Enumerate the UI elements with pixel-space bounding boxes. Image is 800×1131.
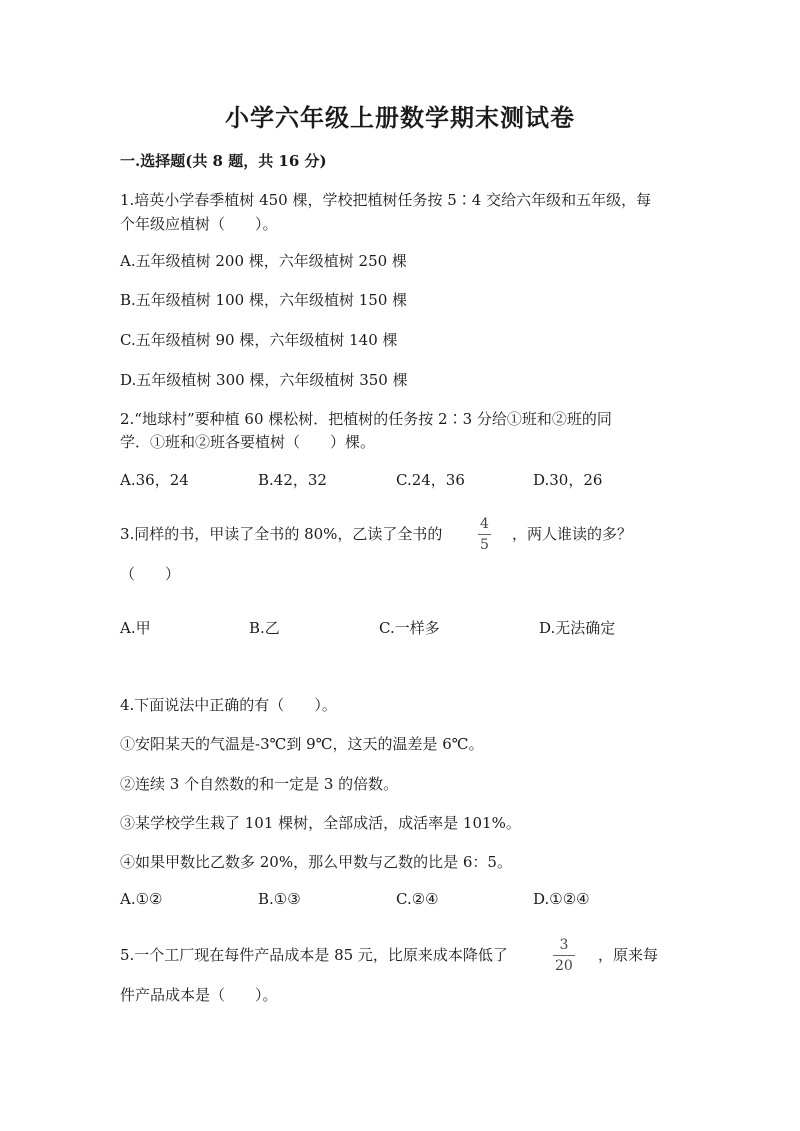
- question-1-option-c: C.五年级植树 90 棵，六年级植树 140 棵: [120, 331, 398, 349]
- question-1-line-1: 1.培英小学春季植树 450 棵，学校把植树任务按 5∶4 交给六年级和五年级，每: [120, 191, 652, 209]
- fraction-numerator: 4: [480, 516, 489, 532]
- question-1-option-d: D.五年级植树 300 棵，六年级植树 350 棵: [120, 371, 408, 389]
- question-3-option-b: B.乙: [249, 619, 280, 637]
- question-2-option-b: B.42，32: [258, 471, 327, 489]
- fraction-denominator: 5: [480, 537, 489, 553]
- question-1-option-a: A.五年级植树 200 棵，六年级植树 250 棵: [120, 252, 407, 270]
- question-1-option-b: B.五年级植树 100 棵，六年级植树 150 棵: [120, 291, 408, 309]
- question-5-text-after: ，原来每: [598, 946, 659, 964]
- fraction-denominator: 20: [555, 958, 573, 974]
- question-4-statement-3: ③某学校学生栽了 101 棵树，全部成活，成活率是 101%。: [120, 814, 521, 832]
- question-3-option-a: A.甲: [120, 619, 151, 637]
- question-4-option-b: B.①③: [258, 890, 301, 908]
- question-3-text-after: ，两人谁读的多？: [512, 525, 633, 543]
- question-3-fraction: [478, 517, 491, 552]
- section-heading: 一.选择题(共 8 题，共 16 分): [120, 152, 327, 170]
- page-title: 小学六年级上册数学期末测试卷: [225, 103, 575, 132]
- fraction-numerator: 3: [559, 937, 569, 953]
- question-5-line-2: 件产品成本是（ ）。: [120, 986, 278, 1004]
- question-2-option-c: C.24，36: [396, 471, 465, 489]
- question-5-text-before: 5.一个工厂现在每件产品成本是 85 元，比原来成本降低了: [120, 946, 508, 964]
- question-5-fraction: [553, 938, 575, 973]
- question-1-line-2: 个年级应植树（ ）。: [120, 215, 278, 233]
- question-3-text-before: 3.同样的书，甲读了全书的 80%，乙读了全书的: [120, 525, 443, 543]
- question-2-option-a: A.36，24: [120, 471, 189, 489]
- question-4-option-d: D.①②④: [533, 890, 590, 908]
- question-4-statement-2: ②连续 3 个自然数的和一定是 3 的倍数。: [120, 775, 399, 793]
- question-2-line-1: 2.“地球村”要种植 60 棵松树．把植树的任务按 2∶3 分给①班和②班的同: [120, 410, 612, 428]
- question-2-line-2: 学．①班和②班各要植树（ ）棵。: [120, 433, 376, 451]
- fraction-bar: [478, 534, 491, 535]
- question-2-option-d: D.30，26: [533, 471, 603, 489]
- question-4-statement-4: ④如果甲数比乙数多 20%，那么甲数与乙数的比是 6：5。: [120, 853, 512, 871]
- question-4-statement-1: ①安阳某天的气温是-3℃到 9℃，这天的温差是 6℃。: [120, 735, 484, 753]
- question-3-option-c: C.一样多: [379, 619, 440, 637]
- fraction-bar: [553, 955, 575, 956]
- question-4-line-1: 4.下面说法中正确的有（ ）。: [120, 696, 337, 714]
- question-4-option-a: A.①②: [120, 890, 163, 908]
- question-3-option-d: D.无法确定: [539, 619, 616, 637]
- question-3-line-2: （ ）: [120, 565, 181, 583]
- question-4-option-c: C.②④: [396, 890, 439, 908]
